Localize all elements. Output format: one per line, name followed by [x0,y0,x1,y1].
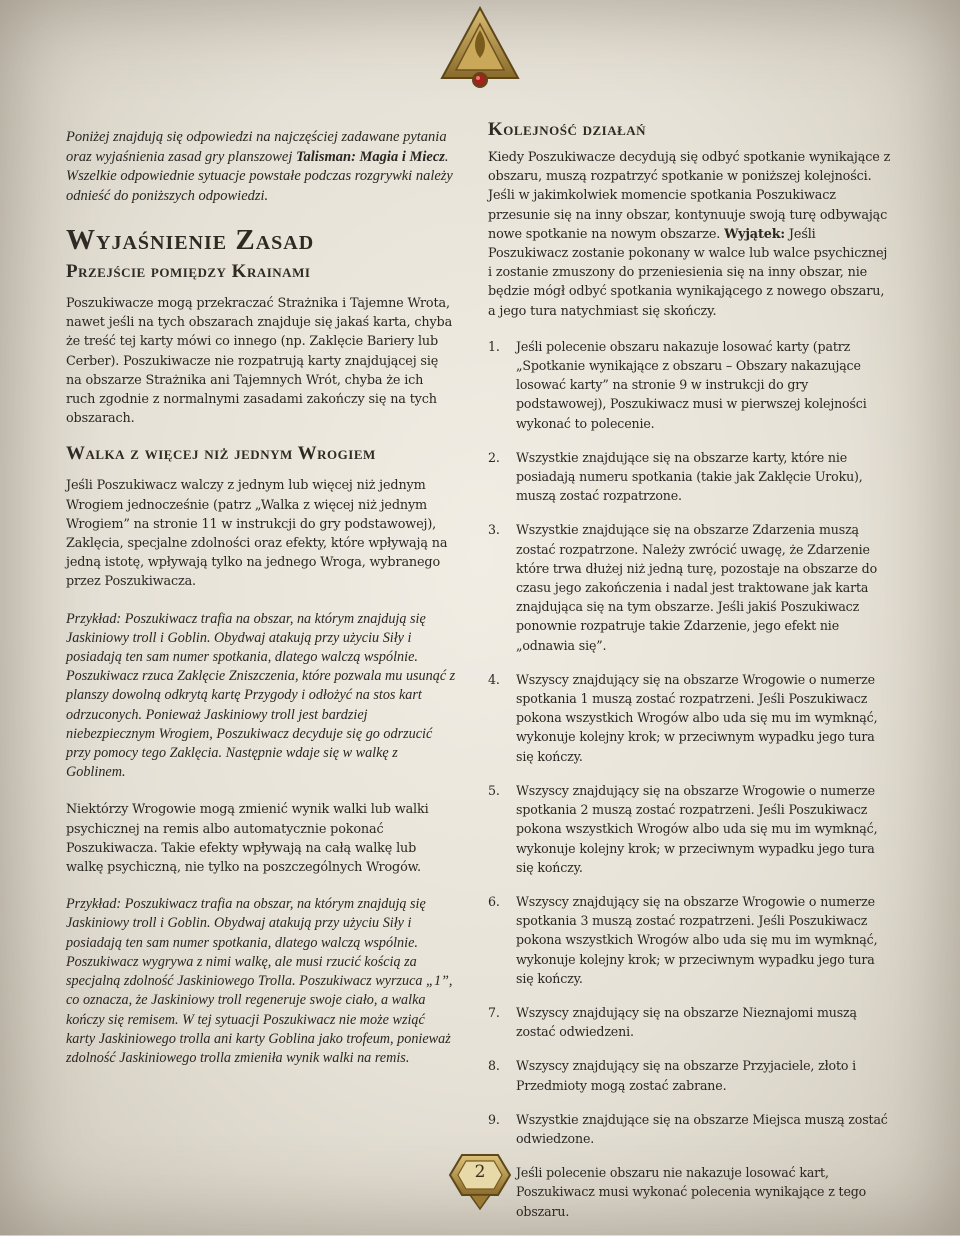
step-text: Wszyscy znajdujący się na obszarze Nieznajomi muszą zostać odwiedzeni. [516,1004,857,1040]
order-exception-label: Wyjątek: [724,226,785,242]
intro-text-end: . Wszelkie odpowiednie sytuacje powstałe podczas rozgrywki należy odnieść do poniższych odpowiedzi. [66,148,453,204]
step-number: 2. [488,449,500,465]
list-item [488,781,893,877]
step-text: Wszyscy znajdujący się na obszarze Wrogowie o numerze spotkania 2 muszą zostać rozpatrzeni. Jeśli Poszukiwacz pokona wszystkich Wrogów albo uda się mu im wymknąć, wykonuje kolejny krok; w przeciwnym wypadku jego tura się kończy. [516,782,878,875]
step-number: 7. [488,1004,500,1020]
steps-list [488,337,893,1221]
step-text: Wszystkie znajdujące się na obszarze karty, które nie posiadają numeru spotkania (takie jak Zaklęcie Uroku), muszą zostać rozpatrzone. [516,449,863,504]
step-text: Wszystkie znajdujące się na obszarze Zdarzenia muszą zostać rozpatrzone. Należy zwrócić uwagę, że Zdarzenie które trwa dłużej niż jedną turę, pozostaje na obszarze do czasu jego zakończenia i nadal jest traktowane jak karta znajdująca się na tym obszarze. Jeśli jakiś Poszukiwacz ponownie rozpatruje takie Zdarzenie, jego efekt nie „odnawia się”. [516,522,878,653]
list-item [488,670,893,766]
combat-example-2: Przykład: Poszukiwacz trafia na obszar, na którym znajdują się Jaskiniowy troll i Goblin. Obydwaj atakują przy użyciu Siły i posiadają ten sam numer spotkania, dlatego walczą wspólnie. Poszukiwacz wygrywa z nimi walkę, ale musi rzucić kością za specjalną zdolność Jaskiniowego Trolla. Poszukiwacz wyrzuca „1”, co oznacza, że Jaskiniowy troll regeneruje swoje ciało, a walka kończy się remisem. W tej sytuacji Poszukiwacz nie może wziąć karty Jaskiniowego trolla ani karty Goblina jako trofeum, ponieważ zdolność Jaskiniowego trolla zmieniła wynik walki na remis. [66,896,453,1066]
intro-paragraph [66,128,456,206]
step-number: 4. [488,671,500,687]
step-number: 6. [488,893,500,909]
list-item [488,337,893,433]
step-number: 9. [488,1111,500,1127]
step-text: Jeśli polecenie obszaru nie nakazuje losować kart, Poszukiwacz musi wykonać polecenia wynikające z tego obszaru. [516,1165,867,1219]
page-title: Wyjaśnienie Zasad [66,224,315,256]
step-number: 8. [488,1058,500,1074]
combat-example-1: Przykład: Poszukiwacz trafia na obszar, na którym znajdują się Jaskiniowy troll i Goblin. Obydwaj atakują przy użyciu Siły i posiadają ten sam numer spotkania, dlatego walczą wspólnie. Poszukiwacz rzuca Zaklęcie Zniszczenia, które pozwala mu usunąć z planszy dowolną odkrytą kartę Przygody i odłożyć na stos kart odrzuconych. Ponieważ Jaskiniowy troll jest bardziej niebezpiecznym Wrogiem, Poszukiwacz decyduje się go odrzucić przy pomocy tego Zaklęcia. Następnie wdaje się w walkę z Goblinem. [66,610,456,781]
heading-realms: Przejście pomiędzy Krainami [66,261,311,282]
combat-paragraph-2: Niektórzy Wrogowie mogą zmienić wynik walki lub walki psychicznej na remis albo automatycznie pokonać Poszukiwacza. Takie efekty wpływają na całą walkę lub walkę psychiczną, nie tylko na poszczególnych Wrogów. [66,802,429,876]
list-item [488,892,893,988]
heading-order: Kolejność działań [488,119,647,140]
order-paragraph [488,148,893,321]
list-item [488,1163,893,1221]
intro-text: Poniżej znajdują się odpowiedzi na najczęściej zadawane pytania oraz wyjaśnienia zasad gry planszowej [66,129,447,165]
list-item [488,1003,893,1041]
step-text: Wszystkie znajdujące się na obszarze Miejsca muszą zostać odwiedzone. [516,1111,888,1146]
order-text-end: Jeśli Poszukiwacz zostanie pokonany w walce lub walce psychicznej i zostanie zmuszony do przeniesienia się na inny obszar, nie będzie mógł odbyć spotkania wynikającego z nowego obszaru, a jego tura natychmiast się skończy. [488,226,888,319]
realms-paragraph: Poszukiwacze mogą przekraczać Strażnika i Tajemne Wrota, nawet jeśli na tych obszarach znajduje się jakaś karta, chyba że treść tej karty mówi co innego (np. Zaklęcie Bariery lub Cerber). Poszukiwacze nie rozpatrują karty znajdującej się na obszarze Strażnika ani Tajemnych Wrót, chyba że ich ruch zgodnie z normalnymi zasadami zakończy się na tych obszarach. [66,296,453,427]
step-number: 5. [488,782,500,798]
game-title: Talisman: Magia i Miecz [296,148,445,165]
ornament-top-icon [440,0,520,100]
list-item [488,1056,893,1094]
step-number: 3. [488,522,500,538]
step-text: Jeśli polecenie obszaru nakazuje losować karty (patrz „Spotkanie wynikające z obszaru – Obszary nakazujące losować karty” na stronie 9 w instrukcji do gry podstawowej), Poszukiwacz musi w pierwszej kolejności wykonać to polecenie. [516,338,867,431]
step-number: 1. [488,338,500,354]
page-number: 2 [474,1162,486,1182]
list-item [488,1110,893,1148]
step-text: Wszyscy znajdujący się na obszarze Wrogowie o numerze spotkania 3 muszą zostać rozpatrzeni. Jeśli Poszukiwacz pokona wszystkich Wrogów albo uda się mu im wymknąć, wykonuje kolejny krok; w przeciwnym wypadku jego tura się kończy. [516,893,878,986]
heading-combat: Walka z więcej niż jednym Wrogiem [66,443,376,465]
order-text: Kiedy Poszukiwacze decydują się odbyć spotkanie wynikające z obszaru, muszą rozpatrzyć spotkanie w poniższej kolejności. Jeśli w jakimkolwiek momencie spotkania Poszukiwacz przesunie się na inny obszar, kontynuuje swoją turę odbywając nowe spotkanie na nowym obszarze. [488,150,891,242]
step-text: Wszyscy znajdujący się na obszarze Przyjaciele, złoto i Przedmioty mogą zostać zabrane. [516,1058,857,1093]
list-item [488,520,893,654]
step-text: Wszyscy znajdujący się na obszarze Wrogowie o numerze spotkania 1 muszą zostać rozpatrzeni. Jeśli Poszukiwacz pokona wszystkich Wrogów albo uda się mu im wymknąć, wykonuje kolejny krok; w przeciwnym wypadku jego tura się kończy. [516,671,878,764]
right-column [488,118,893,1236]
combat-paragraph: Jeśli Poszukiwacz walczy z jednym lub więcej niż jednym Wrogiem jednocześnie (patrz „Walka z więcej niż jednym Wrogiem” na stronie 11 w instrukcji do gry podstawowej), Zaklęcia, specjalne zdolności oraz efekty, które wpływają na jedną istotę, wpływają tylko na jednego Wroga, wybranego przez Poszukiwacza. [66,478,448,590]
left-column [66,118,456,1068]
list-item [488,448,893,506]
